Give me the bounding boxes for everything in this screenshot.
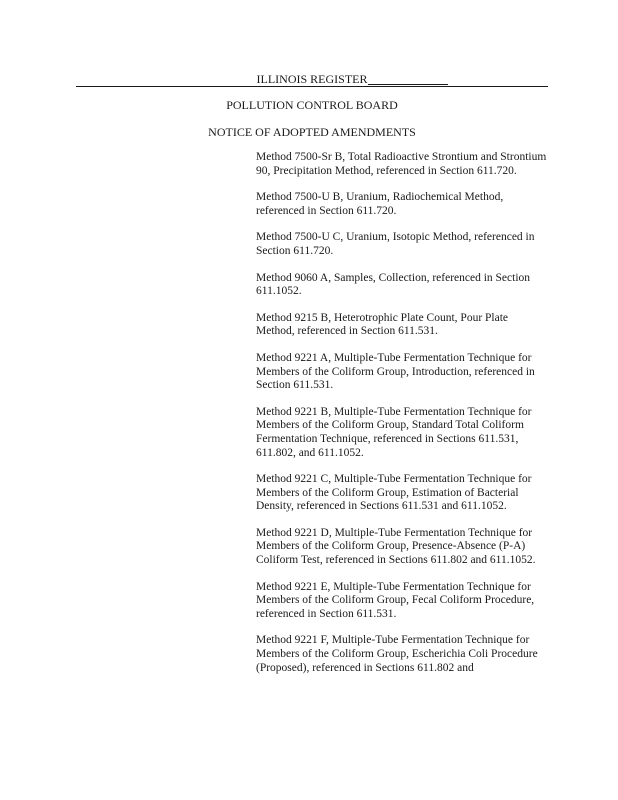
board-title: POLLUTION CONTROL BOARD [226,98,398,112]
method-entry: Method 9221 B, Multiple-Tube Fermentation Technique for Members of the Coliform Group, Standard Total Coliform Fermentation Technique, referenced in Sections 611.531, 611.802, and 611.1052. [256,405,532,459]
method-entry: Method 9221 D, Multiple-Tube Fermentation Technique for Members of the Coliform Group, Presence-Absence (P-A) Coliform Test, referenced in Sections 611.802 and 611.1052. [256,526,536,567]
method-entry: Method 9221 E, Multiple-Tube Fermentation Technique for Members of the Coliform Group, Fecal Coliform Procedure, referenced in Section 611.531. [256,580,535,620]
header-rule [76,86,548,87]
method-entry: Method 9221 C, Multiple-Tube Fermentation Technique for Members of the Coliform Group, Estimation of Bacterial Density, referenced in Sections 611.531 and 611.1052. [256,473,532,513]
register-title-text: ILLINOIS REGISTER [256,72,368,86]
notice-title: NOTICE OF ADOPTED AMENDMENTS [208,125,416,139]
method-list [256,151,548,688]
method-entry: Method 9060 A, Samples, Collection, referenced in Section 611.1052. [256,271,531,298]
method-entry: Method 7500-U B, Uranium, Radiochemical Method, referenced in Section 611.720. [256,191,504,217]
method-entry: Method 9221 A, Multiple-Tube Fermentation Technique for Members of the Coliform Group, Introduction, referenced in Section 611.531. [256,351,535,392]
method-entry: Method 9215 B, Heterotrophic Plate Count, Pour Plate Method, referenced in Section 611.531. [256,311,509,338]
method-entry: Method 9221 F, Multiple-Tube Fermentation Technique for Members of the Coliform Group, Escherichia Coli Procedure (Proposed), referenced in Sections 611.802 and [256,634,538,674]
method-entry: Method 7500-U C, Uranium, Isotopic Method, referenced in Section 611.720. [256,231,535,257]
method-entry: Method 7500-Sr B, Total Radioactive Strontium and Strontium 90, Precipitation Method, referenced in Section 611.720. [256,151,547,177]
register-title [76,72,548,86]
